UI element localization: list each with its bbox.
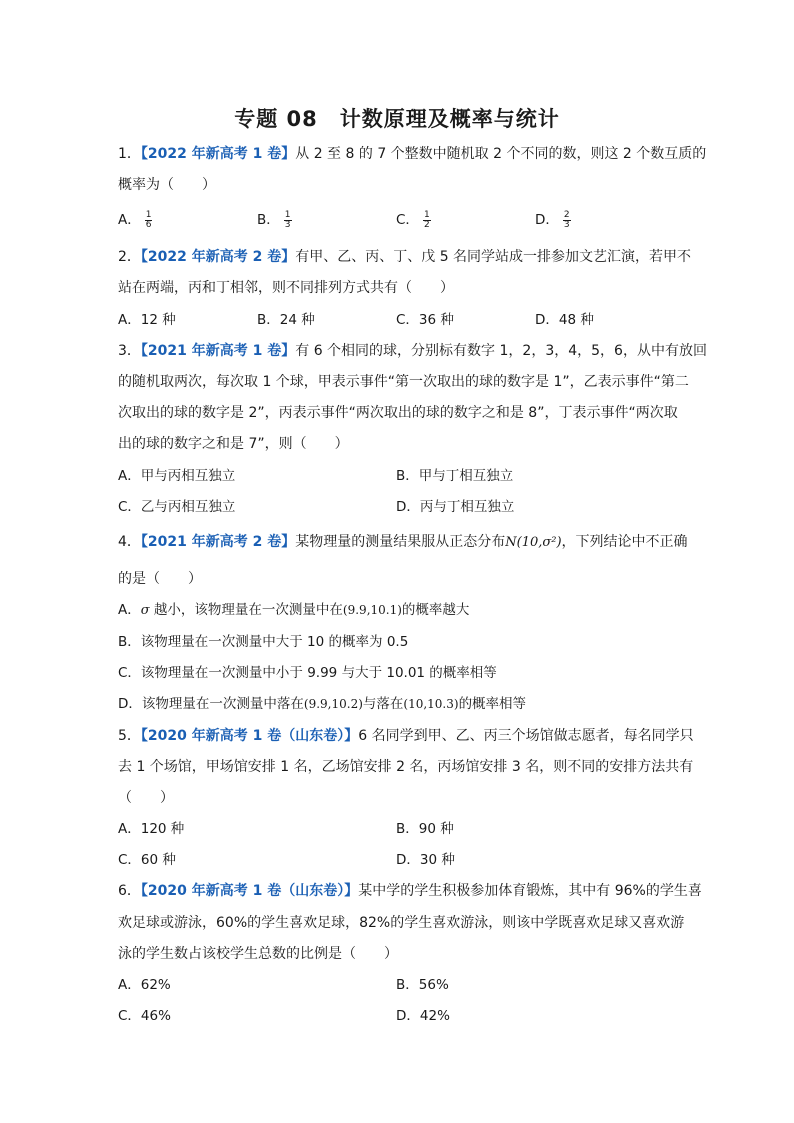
interval: (10,10.3): [403, 697, 459, 711]
denominator: 2: [423, 219, 430, 230]
option-text: 与落在: [362, 696, 404, 712]
q4-option-c: C．该物理量在一次测量中小于 9.99 与大于 10.01 的概率相等: [118, 665, 497, 681]
question-source: 【2022 年新高考 1 卷】: [140, 146, 296, 162]
question-5-line-2: 去 1 个场馆，甲场馆安排 1 名，乙场馆安排 2 名，丙场馆安排 3 名，则不同的安排方法共有: [118, 759, 694, 775]
option-label: A．: [118, 602, 141, 618]
q6-option-d: D．42%: [396, 1008, 450, 1024]
fraction: [284, 211, 292, 230]
fraction: [563, 211, 571, 230]
question-text: 有 6 个相同的球，分别标有数字 1，2，3，4，5，6，从中有放回: [295, 343, 707, 359]
q3-option-a: A．甲与丙相互独立: [118, 468, 236, 484]
q5-option-b: B．90 种: [396, 821, 454, 837]
question-3-line-1: [118, 341, 707, 361]
question-1-line-2: 概率为（ ）: [118, 177, 216, 193]
option-text: D．该物理量在一次测量中落在: [118, 696, 304, 712]
question-3-line-4: 出的球的数字之和是 7”，则（ ）: [118, 436, 349, 452]
q4-option-b: B．该物理量在一次测量中大于 10 的概率为 0.5: [118, 634, 409, 650]
question-source: 【2020 年新高考 1 卷（山东卷）】: [140, 728, 359, 744]
option-text: 越小，该物理量在一次测量中在: [149, 602, 343, 618]
q6-option-c: C．46%: [118, 1008, 171, 1024]
question-4-line-1: [118, 532, 688, 553]
question-4-line-2: 的是（ ）: [118, 571, 202, 587]
q3-option-c: C．乙与丙相互独立: [118, 499, 236, 515]
question-number: 2．: [118, 249, 141, 265]
q5-option-a: A．120 种: [118, 821, 185, 837]
question-1-line-1: [118, 144, 707, 164]
option-text: 的概率越大: [401, 602, 470, 618]
sigma-symbol: σ: [140, 603, 150, 618]
interval: (9.9,10.1): [342, 603, 402, 617]
question-2-line-2: 站在两端，丙和丁相邻，则不同排列方式共有（ ）: [118, 280, 454, 296]
question-source: 【2021 年新高考 1 卷】: [140, 343, 296, 359]
question-source: 【2022 年新高考 2 卷】: [140, 249, 296, 265]
q3-option-d: D．丙与丁相互独立: [396, 499, 515, 515]
normal-distribution-formula: N(10,σ²): [505, 535, 562, 550]
question-text: 有甲、乙、丙、丁、戊 5 名同学站成一排参加文艺汇演，若甲不: [295, 249, 692, 265]
numerator: 1: [423, 209, 430, 220]
option-label: B．: [257, 212, 280, 228]
question-6-line-2: 欢足球或游泳，60%的学生喜欢足球，82%的学生喜欢游泳，则该中学既喜欢足球又喜欢游: [118, 915, 685, 931]
page-title: 专题 08 计数原理及概率与统计: [234, 107, 560, 131]
q1-option-d: [535, 210, 571, 230]
q4-option-a: [118, 600, 469, 621]
question-text-cont: ，下列结论中不正确: [561, 534, 688, 550]
denominator: 3: [563, 219, 570, 230]
question-number: 4．: [118, 534, 141, 550]
numerator: 1: [284, 209, 291, 220]
question-number: 6．: [118, 883, 141, 899]
question-text: 从 2 至 8 的 7 个整数中随机取 2 个不同的数，则这 2 个数互质的: [295, 146, 707, 162]
question-number: 1．: [118, 146, 141, 162]
q1-option-a: [118, 210, 152, 230]
option-label: A．: [118, 212, 141, 228]
question-6-line-3: 泳的学生数占该校学生总数的比例是（ ）: [118, 946, 398, 962]
question-text: 某中学的学生积极参加体育锻炼，其中有 96%的学生喜: [358, 883, 702, 899]
denominator: 3: [284, 219, 291, 230]
q5-option-c: C．60 种: [118, 852, 176, 868]
question-source: 【2021 年新高考 2 卷】: [140, 534, 296, 550]
q6-option-b: B．56%: [396, 977, 449, 993]
question-6-line-1: [118, 881, 702, 901]
question-5-line-3: （ ）: [118, 790, 174, 806]
q2-option-d: D．48 种: [535, 312, 594, 328]
q5-option-d: D．30 种: [396, 852, 455, 868]
q2-option-a: A．12 种: [118, 312, 176, 328]
numerator: 2: [563, 209, 570, 220]
option-label: D．: [535, 212, 559, 228]
q3-option-b: B．甲与丁相互独立: [396, 468, 514, 484]
question-text: 某物理量的测量结果服从正态分布: [295, 534, 506, 550]
fraction: [145, 211, 153, 230]
option-text: 的概率相等: [458, 696, 527, 712]
question-number: 3．: [118, 343, 141, 359]
question-number: 5．: [118, 728, 141, 744]
q1-option-c: [396, 210, 431, 230]
question-text: 6 名同学到甲、乙、丙三个场馆做志愿者，每名同学只: [358, 728, 694, 744]
q6-option-a: A．62%: [118, 977, 171, 993]
denominator: 6: [145, 219, 152, 230]
q2-option-b: B．24 种: [257, 312, 315, 328]
q4-option-d: [118, 694, 526, 714]
question-2-line-1: [118, 247, 692, 267]
question-source: 【2020 年新高考 1 卷（山东卷）】: [140, 883, 359, 899]
q1-option-b: [257, 210, 292, 230]
q2-option-c: C．36 种: [396, 312, 454, 328]
fraction: [423, 211, 431, 230]
option-label: C．: [396, 212, 419, 228]
numerator: 1: [145, 209, 152, 220]
question-3-line-3: 次取出的球的数字是 2”，丙表示事件“两次取出的球的数字之和是 8”，丁表示事件“两次取: [118, 405, 678, 421]
interval: (9.9,10.2): [303, 697, 363, 711]
question-3-line-2: 的随机取两次，每次取 1 个球，甲表示事件“第一次取出的球的数字是 1”，乙表示事件“第二: [118, 374, 689, 390]
question-5-line-1: [118, 726, 694, 746]
